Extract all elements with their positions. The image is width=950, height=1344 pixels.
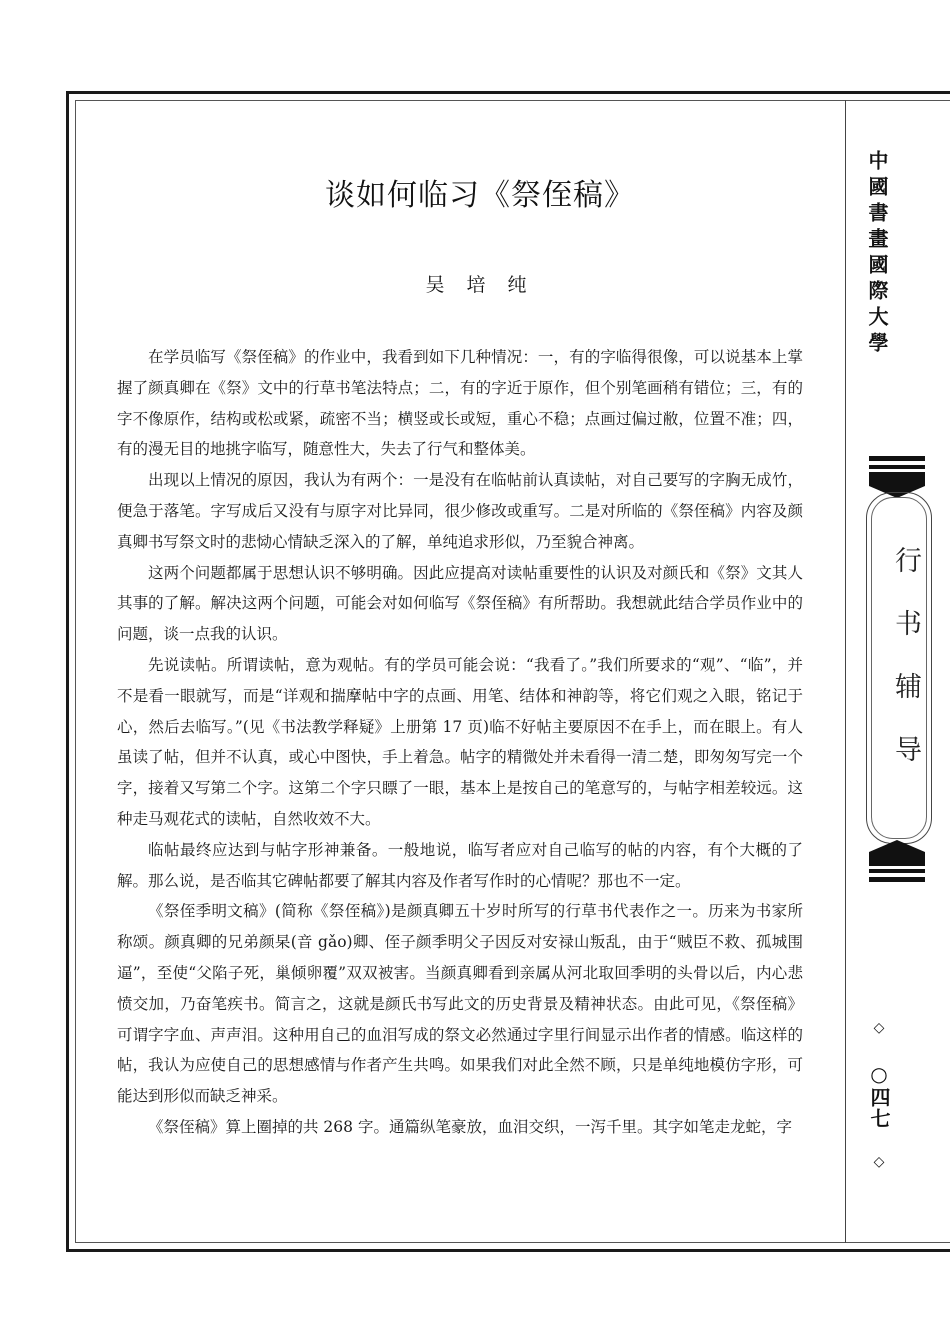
paragraph: 这两个问题都属于思想认识不够明确。因此应提高对读帖重要性的认识及对颜氏和《祭》文其人其事的了解。解决这两个问题，可能会对如何临写《祭侄稿》有所帮助。我想就此结合学员作业中的问题，谈一点我的认识。	[117, 563, 803, 644]
page-number: ○四七	[867, 1062, 891, 1129]
diamond-icon: ◇	[871, 1020, 887, 1037]
article-body	[117, 342, 803, 1143]
column-label: 行书辅导	[890, 546, 921, 798]
paragraph: 临帖最终应达到与帖字形神兼备。一般地说，临写者应对自己临写的帖的内容，有个大概的了解。那么说，是否临其它碑帖都要了解其内容及作者写作时的心情呢？那也不一定。	[117, 840, 803, 890]
article-title: 谈如何临习《祭侄稿》	[325, 178, 635, 213]
diamond-icon: ◇	[871, 1154, 887, 1171]
paragraph: 《祭侄季明文稿》(简称《祭侄稿》)是颜真卿五十岁时所写的行草书代表作之一。历来为书家所称颂。颜真卿的兄弟颜杲(音 gǎo)卿、侄子颜季明父子因反对安禄山叛乱，由于“贼臣不救、孤城围逼”，至使“父陷子死，巢倾卵覆”双双被害。当颜真卿看到亲属从河北取回季明的头骨以后，内心悲愤交加，乃奋笔疾书。简言之，这就是颜氏书写此文的历史背景及精神状态。由此可见，《祭侄稿》可谓字字血、声声泪。这种用自己的血泪写成的祭文必然通过字里行间显示出作者的情感。临这样的帖，我认为应使自己的思想感情与作者产生共鸣。如果我们对此全然不顾，只是单纯地模仿字形，可能达到形似而缺乏神采。	[117, 902, 803, 1106]
school-name: 中國書畫國際大學	[865, 150, 889, 358]
article-author: 吴 培 纯	[425, 274, 535, 296]
paragraph: 《祭侄稿》算上圈掉的共 268 字。通篇纵笔豪放，血泪交织，一泻千里。其字如笔走龙蛇，字	[148, 1117, 792, 1136]
sidebar-divider	[845, 100, 846, 1243]
paragraph: 先说读帖。所谓读帖，意为观帖。有的学员可能会说：“我看了。”我们所要求的“观”、“临”，并不是看一眼就写，而是“详观和揣摩帖中字的点画、用笔、结体和神韵等，将它们观之入眼，铭记于心，然后去临写。”(见《书法教学释疑》上册第 17 页)临不好帖主要原因不在手上，而在眼上。有人虽读了帖，但并不认真，或心中图快，手上着急。帖字的精微处并未看得一清二楚，即匆匆写完一个字，接着又写第二个字。这第二个字只瞟了一眼，基本上是按自己的笔意写的，与帖字相差较远。这种走马观花式的读帖，自然收效不大。	[117, 655, 803, 828]
bottom-ornament-icon	[855, 840, 940, 882]
paragraph: 在学员临写《祭侄稿》的作业中，我看到如下几种情况：一，有的字临得很像，可以说基本上掌握了颜真卿在《祭》文中的行草书笔法特点；二，有的字近于原作，但个别笔画稍有错位；三，有的字不像原作，结构或松或紧，疏密不当；横竖或长或短，重心不稳；点画过偏过敝，位置不准；四，有的漫无目的地挑字临写，随意性大，失去了行气和整体美。	[117, 348, 803, 459]
paragraph: 出现以上情况的原因，我认为有两个：一是没有在临帖前认真读帖，对自己要写的字胸无成竹，便急于落笔。字写成后又没有与原字对比异同，很少修改或重写。二是对所临的《祭侄稿》内容及颜真卿书写祭文时的悲恸心情缺乏深入的了解，单纯追求形似，乃至貌合神离。	[117, 471, 803, 551]
page-number-block	[866, 1020, 894, 1171]
